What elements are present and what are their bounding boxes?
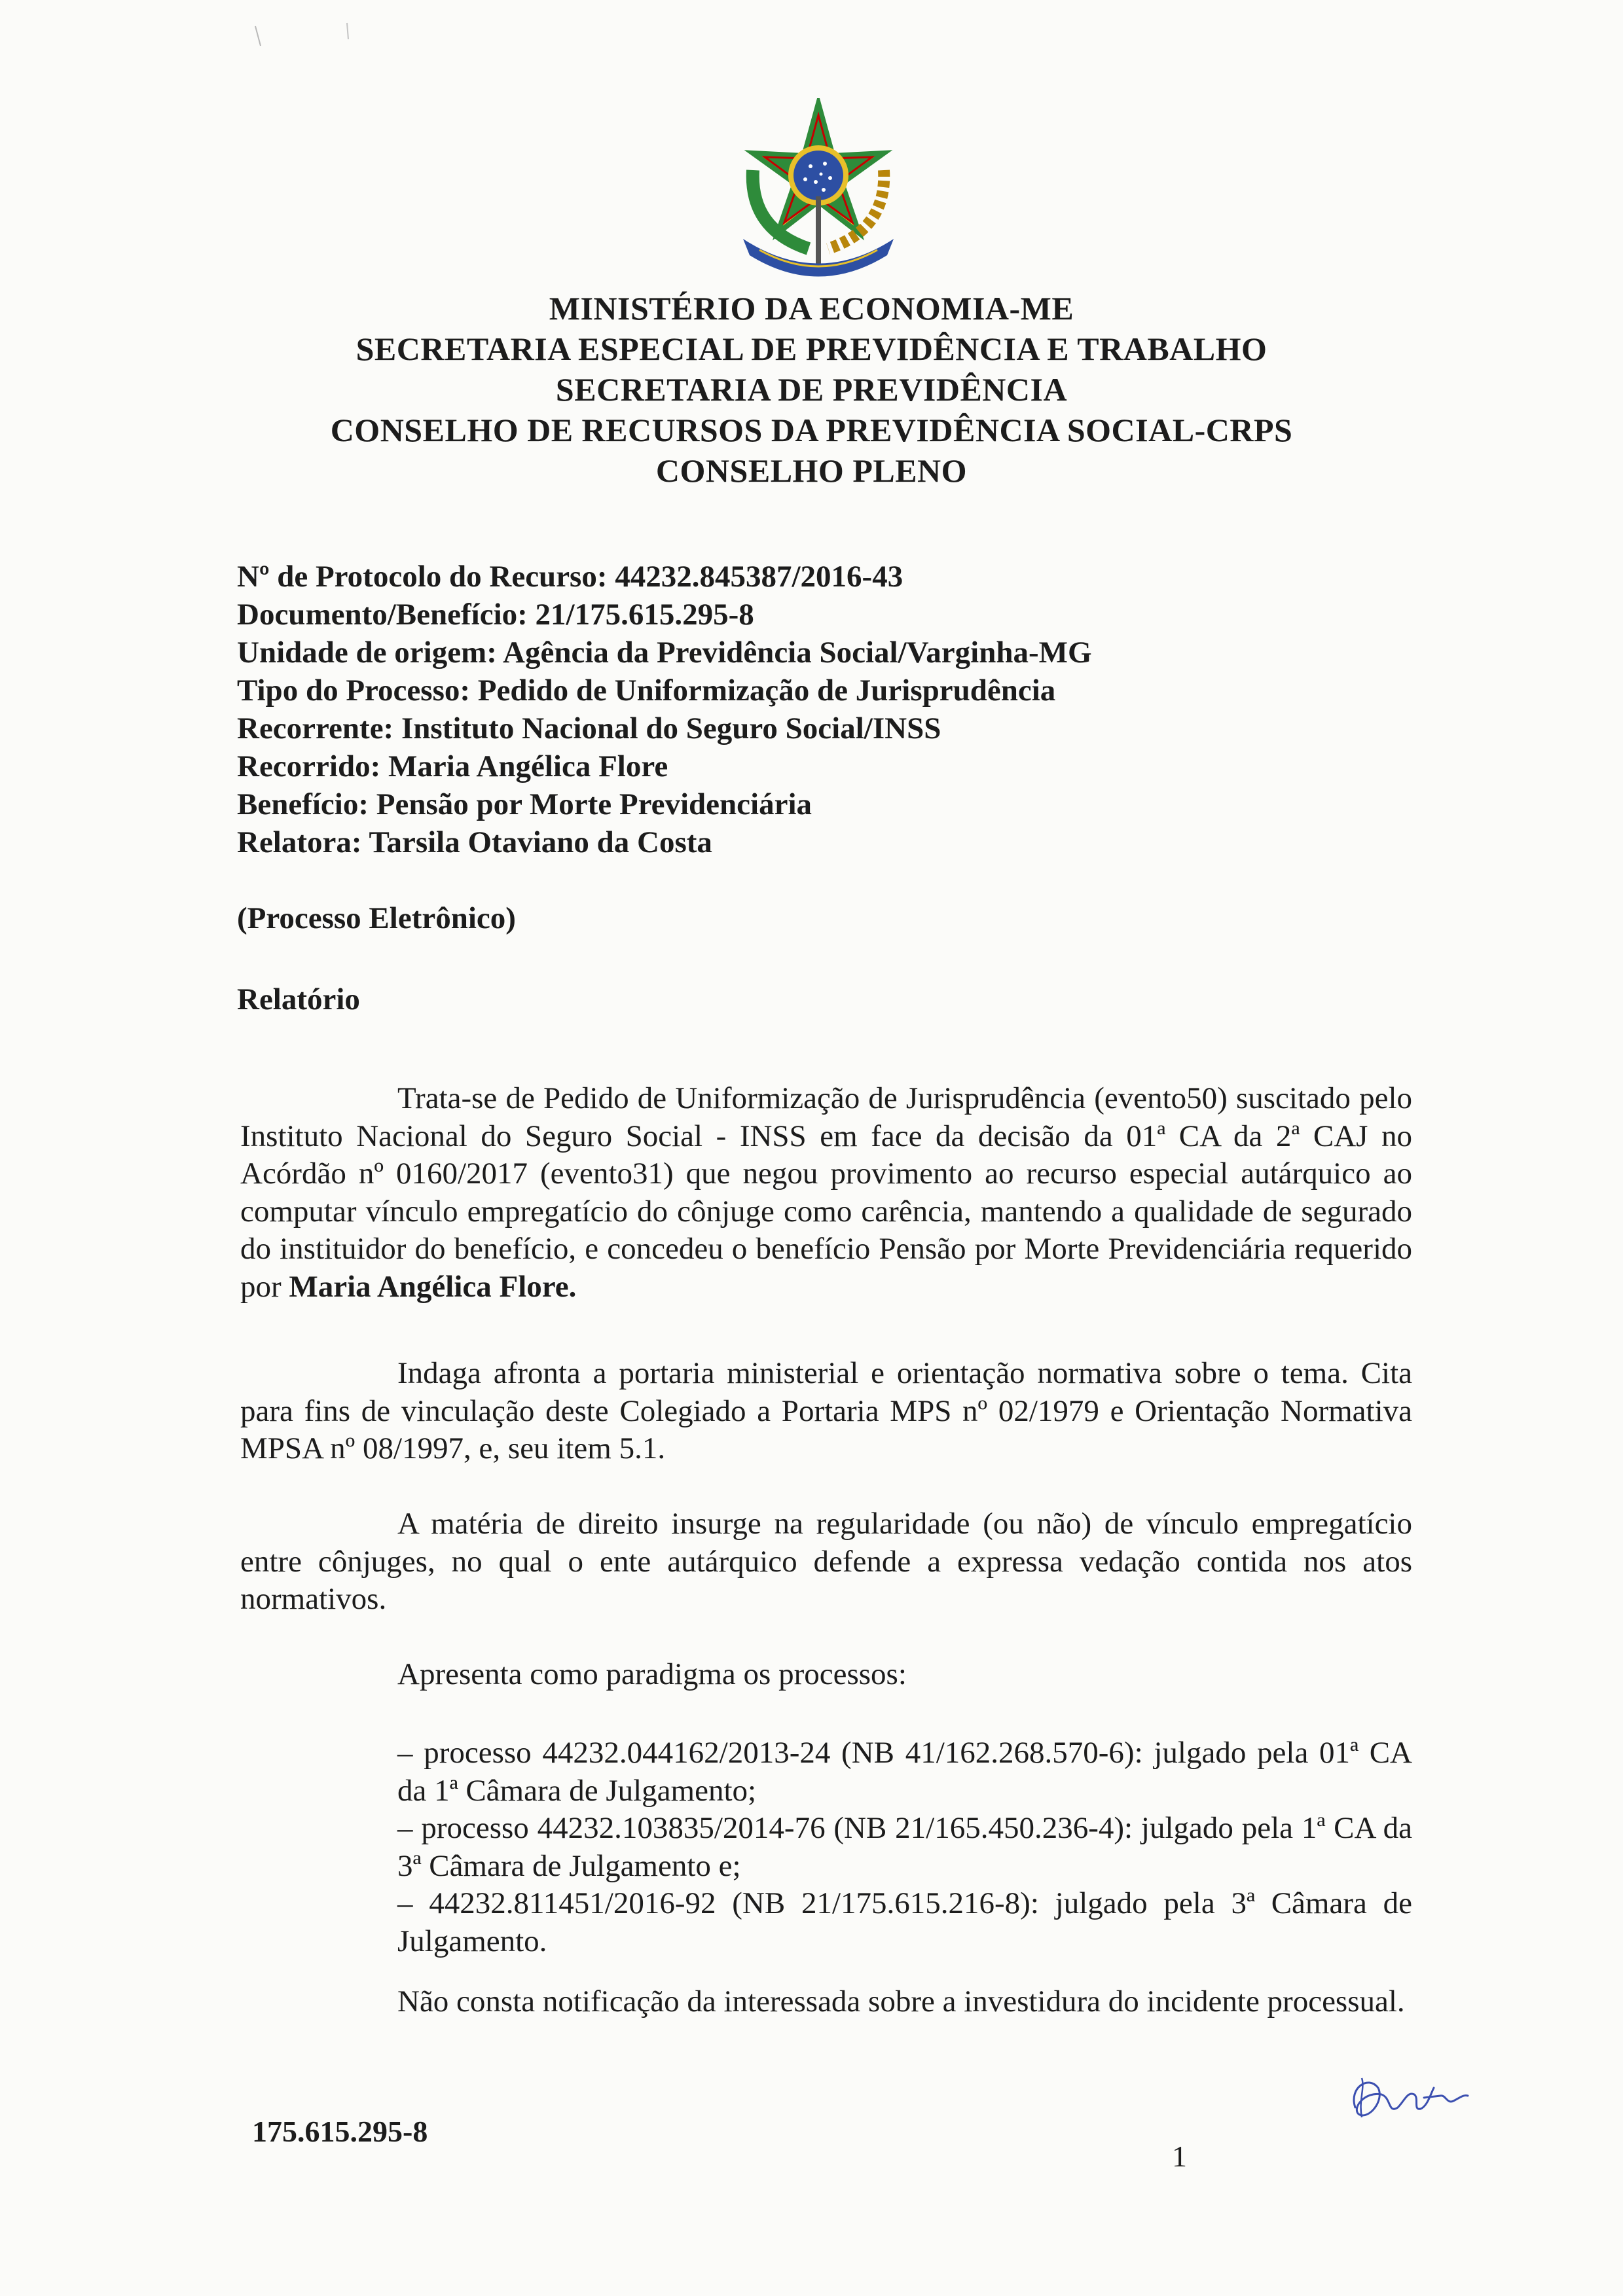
field-value: Maria Angélica Flore: [388, 749, 668, 783]
appellee-name: Maria Angélica Flore.: [289, 1269, 577, 1304]
paragraph-2: [240, 1355, 1412, 1468]
field-appellee: [237, 747, 1481, 785]
field-label: Tipo do Processo:: [237, 673, 471, 708]
field-value: Pedido de Uniformização de Jurisprudência: [477, 673, 1056, 708]
field-label: Nº de Protocolo do Recurso:: [237, 560, 608, 594]
field-value: 44232.845387/2016-43: [615, 560, 903, 594]
paragraph-1: [240, 1080, 1412, 1306]
field-value: Agência da Previdência Social/Varginha-MG: [503, 636, 1092, 670]
field-label: Documento/Benefício:: [237, 598, 528, 632]
field-label: Unidade de origem:: [237, 636, 497, 670]
list-item: – processo 44232.044162/2013-24 (NB 41/162.268.570-6): julgado pela 01ª CA da 1ª Câmara de Julgamento;: [397, 1736, 1412, 1808]
field-origin-unit: [237, 634, 1481, 672]
footer-document-number: 175.615.295-8: [252, 2115, 428, 2148]
stray-marks: [249, 20, 367, 59]
paragraph-2-text: Indaga afronta a portaria ministerial e orientação normativa sobre o tema. Cita para fins de vinculação deste Colegiado a Portaria MPS nº 02/1979 e Orientação Normativa MPSA nº 08/1997, e, seu item 5.1.: [240, 1356, 1412, 1465]
electronic-process-note: (Processo Eletrônico): [237, 901, 516, 935]
field-benefit: [237, 785, 1481, 823]
field-appellant: [237, 709, 1481, 747]
case-info: [237, 558, 1481, 861]
field-value: Tarsila Otaviano da Costa: [369, 825, 712, 859]
field-label: Recorrente:: [237, 711, 394, 745]
field-value: Instituto Nacional do Seguro Social/INSS: [401, 711, 941, 745]
header-ministry: MINISTÉRIO DA ECONOMIA-ME: [549, 290, 1074, 327]
header-special-secretariat: SECRETARIA ESPECIAL DE PREVIDÊNCIA E TRABALHO: [356, 331, 1267, 367]
paragraph-5: [240, 1983, 1412, 2021]
paragraph-4: [240, 1656, 1412, 1694]
handwritten-signature: [1342, 2062, 1473, 2134]
list-item: – 44232.811451/2016-92 (NB 21/175.615.216-8): julgado pela 3ª Câmara de Julgamento.: [397, 1886, 1412, 1958]
paragraph-3-text: A matéria de direito insurge na regularidade (ou não) de vínculo empregatício entre cônjuges, no qual o ente autárquico defende a expressa vedação contida nos atos normativos.: [240, 1507, 1412, 1616]
institution-header: [0, 288, 1623, 491]
page-number: 1: [1172, 2140, 1187, 2173]
field-label: Recorrido:: [237, 749, 381, 783]
field-label: Benefício:: [237, 787, 369, 821]
paragraph-4-text: Apresenta como paradigma os processos:: [397, 1657, 907, 1691]
brazil-coat-of-arms-icon: [723, 98, 913, 288]
paragraph-5-text: Não consta notificação da interessada sobre a investidura do incidente processual.: [397, 1984, 1405, 2018]
header-council: CONSELHO DE RECURSOS DA PREVIDÊNCIA SOCIAL-CRPS: [330, 412, 1293, 448]
field-document: [237, 596, 1481, 634]
field-rapporteur: [237, 823, 1481, 861]
paradigm-list: [397, 1734, 1412, 1960]
paragraph-1-text: Trata-se de Pedido de Uniformização de Jurisprudência (evento50) suscitado pelo Instituto Nacional do Seguro Social - INSS em face da decisão da 01ª CA da 2ª CAJ no Acórdão nº 0160/2017 (evento31) que negou provimento ao recurso especial autárquico ao computar vínculo empregatício do cônjuge como carência, mantendo a qualidade de segurado do instituidor do benefício, e concedeu o benefício Pensão por Morte Previdenciária requerido por: [240, 1081, 1412, 1304]
field-protocol: [237, 558, 1481, 596]
field-label: Relatora:: [237, 825, 362, 859]
paragraph-3: [240, 1505, 1412, 1619]
field-value: 21/175.615.295-8: [535, 598, 754, 632]
header-secretariat: SECRETARIA DE PREVIDÊNCIA: [555, 371, 1068, 408]
field-value: Pensão por Morte Previdenciária: [376, 787, 812, 821]
header-plenary: CONSELHO PLENO: [655, 452, 968, 489]
list-item: – processo 44232.103835/2014-76 (NB 21/165.450.236-4): julgado pela 1ª CA da 3ª Câmara de Julgamento e;: [397, 1811, 1412, 1883]
field-process-type: [237, 672, 1481, 709]
section-title-report: Relatório: [237, 982, 360, 1016]
